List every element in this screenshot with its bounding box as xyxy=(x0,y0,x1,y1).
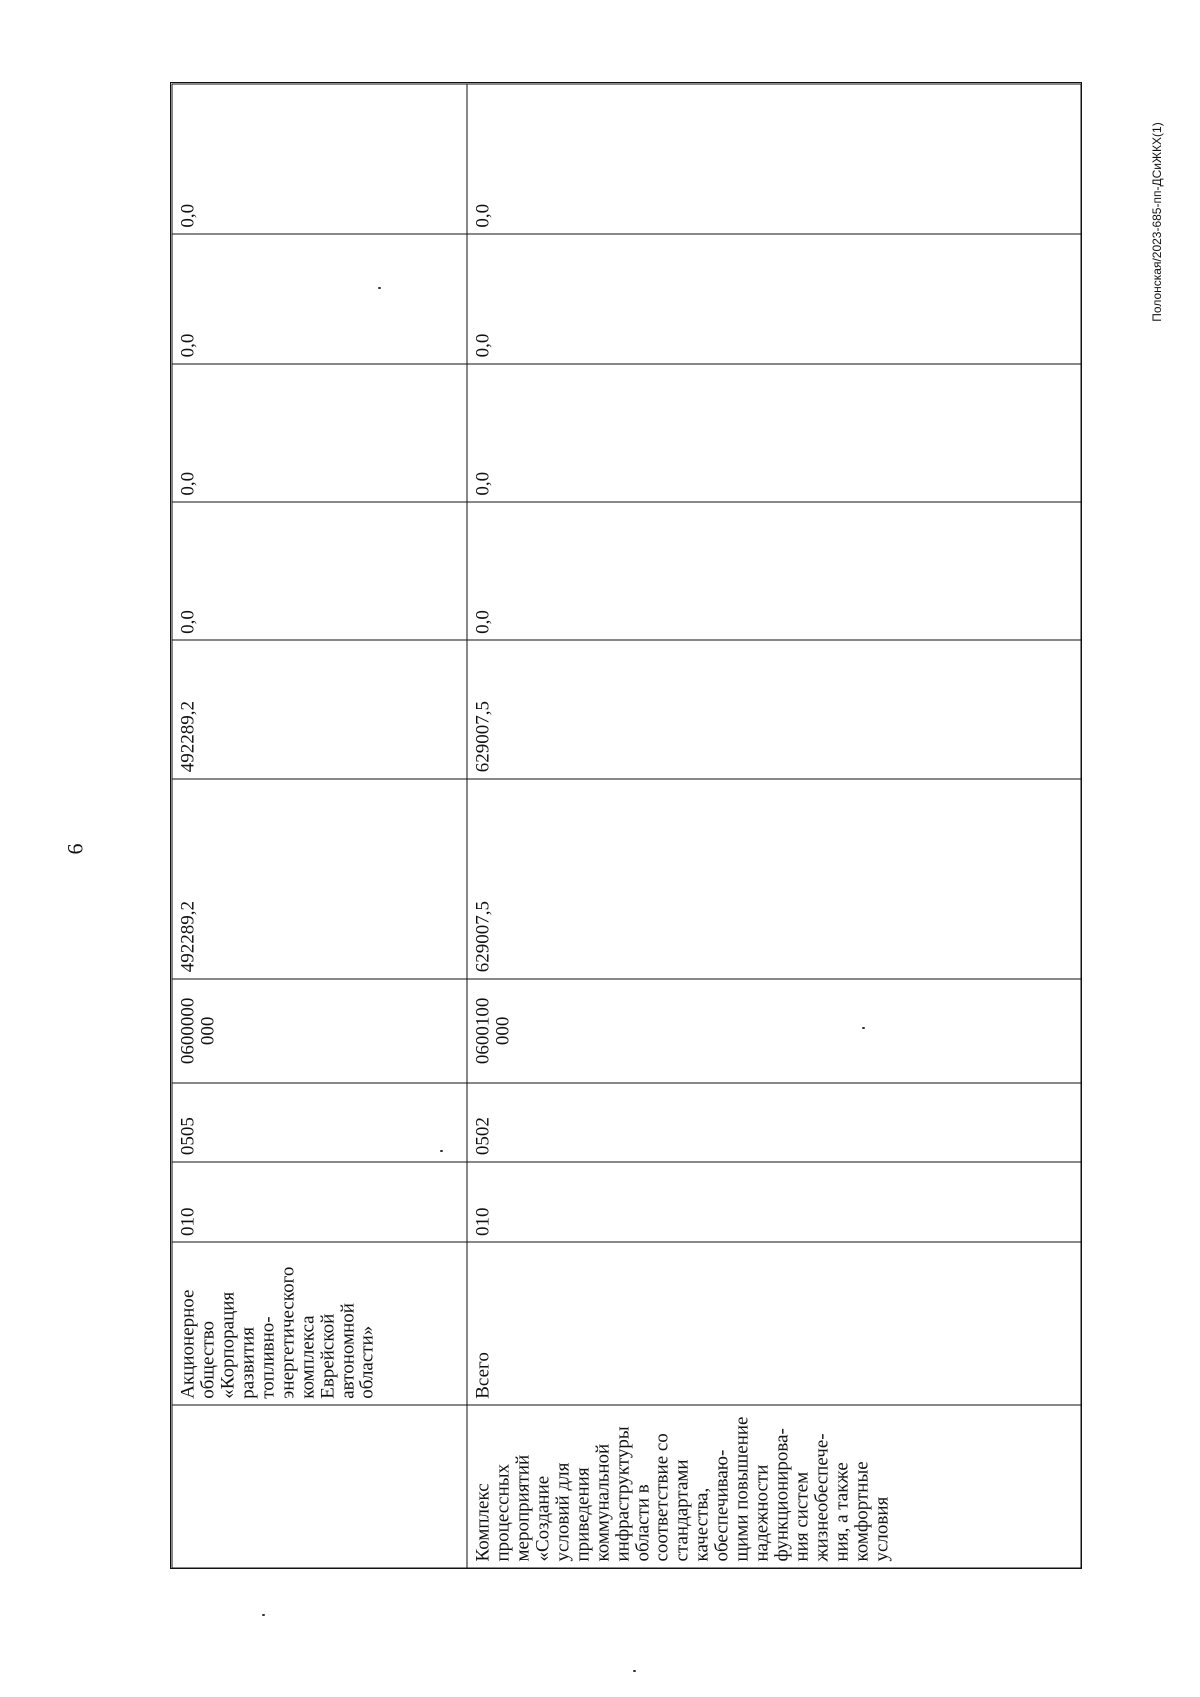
table-row xyxy=(467,84,1081,1568)
budget-table xyxy=(171,83,1081,1568)
executor-cell: Акционерное общество «Корпорация развития топливно-энергетического комплекса Еврейской автономной области» xyxy=(172,1242,467,1405)
target-article-cell: 0600100 000 xyxy=(467,978,1081,1082)
value-cell: 0,0 xyxy=(467,502,1081,640)
grbs-code-cell: 010 xyxy=(172,1161,467,1242)
scan-speck xyxy=(378,287,381,289)
scan-speck xyxy=(262,1614,265,1616)
budget-table-frame xyxy=(170,82,1082,1569)
page-number: 6 xyxy=(62,843,88,855)
program-cell xyxy=(172,1405,467,1568)
value-cell: 0,0 xyxy=(467,234,1081,364)
value-cell: 492289,2 xyxy=(172,640,467,778)
executor-cell: Всего xyxy=(467,1242,1081,1405)
value-cell: 0,0 xyxy=(172,84,467,234)
table-row xyxy=(172,84,467,1568)
scan-speck xyxy=(862,1027,865,1029)
grbs-code-cell: 010 xyxy=(467,1161,1081,1242)
target-article-cell: 0600000 000 xyxy=(172,978,467,1082)
scan-speck xyxy=(440,1150,443,1152)
value-cell: 0,0 xyxy=(172,502,467,640)
document-code-text: Полонская/2023-685-пп-ДСиЖКХ(1) xyxy=(1150,122,1164,322)
value-cell: 0,0 xyxy=(467,84,1081,234)
total-cell: 492289,2 xyxy=(172,778,467,978)
total-cell: 629007,5 xyxy=(467,778,1081,978)
program-cell: Комплекс процессных мероприятий «Создание условий для приведения коммунальной инфраструктуры области в соответствие со стандартами качества, обеспечиваю-щими повышение надежности функционирова-ния систем жизнеобеспече-ния, а также комфортные условия xyxy=(467,1405,1081,1568)
section-code-cell: 0505 xyxy=(172,1082,467,1161)
scan-speck xyxy=(633,1670,636,1672)
value-cell: 629007,5 xyxy=(467,640,1081,778)
value-cell: 0,0 xyxy=(172,363,467,501)
value-cell: 0,0 xyxy=(172,234,467,364)
budget-table-rotated xyxy=(171,83,1081,1568)
value-cell: 0,0 xyxy=(467,363,1081,501)
section-code-cell: 0502 xyxy=(467,1082,1081,1161)
